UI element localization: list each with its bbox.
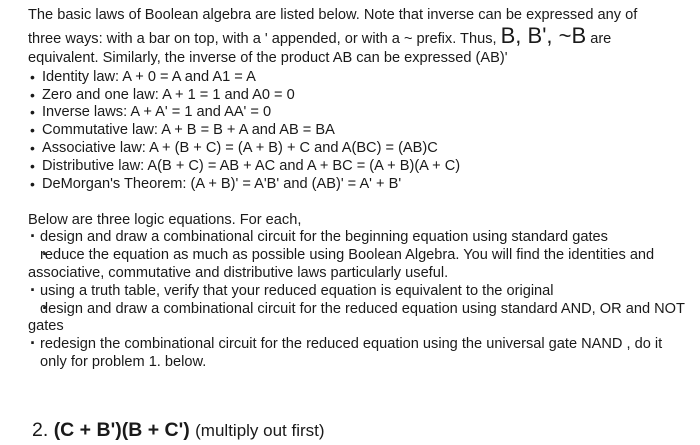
intro-line-3: equivalent. Similarly, the inverse of the product AB can be expressed (AB)' bbox=[28, 50, 508, 67]
law-item: • DeMorgan's Theorem: (A + B)' = A'B' and (AB)' = A' + B' bbox=[28, 176, 690, 194]
law-item: • Inverse laws: A + A' = 1 and AA' = 0 bbox=[28, 104, 690, 122]
task-steps-list bbox=[28, 229, 690, 371]
step-item: · design and draw a combinational circuit for the reduced equation using standard AND, OR and NOT gates bbox=[28, 301, 690, 337]
intro-line-2-end: are bbox=[586, 30, 612, 47]
law-item: • Commutative law: A + B = B + A and AB = BA bbox=[28, 122, 690, 140]
law-item: • Distributive law: A(B + C) = AB + AC and A + BC = (A + B)(A + C) bbox=[28, 158, 690, 176]
law-item: • Associative law: A + (B + C) = (A + B) + C and A(BC) = (AB)C bbox=[28, 140, 690, 158]
boolean-laws-list bbox=[28, 69, 690, 194]
intro-line-1: The basic laws of Boolean algebra are listed below. Note that inverse can be expressed any of bbox=[28, 7, 638, 23]
document-body bbox=[28, 6, 690, 372]
step-item: · reduce the equation as much as possible using Boolean Algebra. You will find the identities and associative, commutative and distributive laws particularly useful. bbox=[28, 247, 690, 283]
intro-line-2-start: three ways: with a bar on top, with a ' appended, or with a ~ prefix. Thus, bbox=[28, 30, 501, 47]
law-item: • Identity law: A + 0 = A and A1 = A bbox=[28, 69, 690, 87]
section-gap bbox=[28, 193, 690, 212]
problem-note: (multiply out first) bbox=[195, 421, 325, 440]
problem-equation: (C + B')(B + C') bbox=[53, 419, 190, 441]
task-intro: Below are three logic equations. For each, bbox=[28, 212, 302, 229]
problem-2 bbox=[32, 419, 325, 442]
inverse-notation-example: B, B', ~B bbox=[500, 22, 587, 48]
problem-number: 2. bbox=[32, 419, 49, 441]
intro-line-2 bbox=[28, 22, 690, 50]
step-item: · using a truth table, verify that your reduced equation is equivalent to the original bbox=[28, 283, 690, 301]
step-item: · redesign the combinational circuit for the reduced equation using the universal gate NAND , do it only for problem 1. below. bbox=[28, 336, 690, 372]
law-item: • Zero and one law: A + 1 = 1 and A0 = 0 bbox=[28, 87, 690, 105]
step-item: · design and draw a combinational circuit for the beginning equation using standard gates bbox=[28, 229, 690, 247]
